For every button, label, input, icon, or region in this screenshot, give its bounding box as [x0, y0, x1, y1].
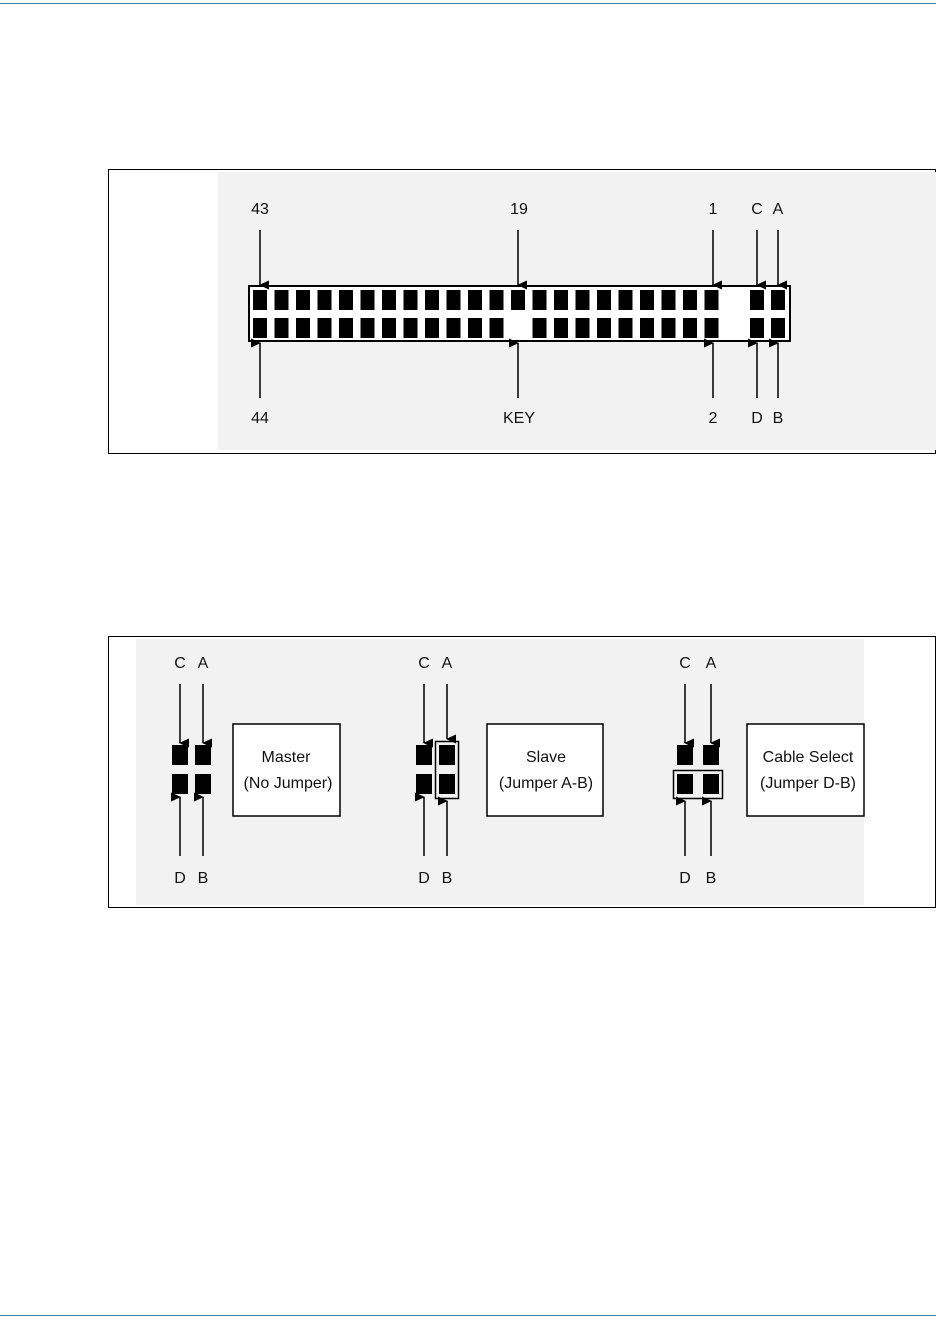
label-b: B: [197, 870, 209, 887]
connector-pin: [425, 290, 439, 310]
setting-box: [233, 724, 340, 816]
connector-pin: [361, 318, 375, 338]
connector-pin: [662, 318, 676, 338]
connector-pin: [253, 290, 267, 310]
connector-pin: [554, 290, 568, 310]
connector-pin: [296, 318, 310, 338]
label-pin-b: B: [772, 410, 784, 427]
label-pin44: 44: [251, 410, 269, 427]
connector-pin: [468, 290, 482, 310]
connector-pin: [533, 318, 547, 338]
connector-pin: [511, 290, 525, 310]
setting-jumper: (Jumper A-B): [498, 775, 594, 792]
label-pin-c: C: [751, 201, 763, 218]
setting-title: Cable Select: [762, 749, 854, 766]
connector-pin: [640, 318, 654, 338]
connector-pin: [382, 318, 396, 338]
connector-pin: [597, 290, 611, 310]
connector-pin: [404, 290, 418, 310]
label-pin2: 2: [708, 410, 718, 427]
pin-b: [439, 774, 455, 794]
jumper-setting-master: [172, 655, 340, 887]
setting-jumper: (Jumper D-B): [759, 775, 857, 792]
label-key: KEY: [502, 410, 536, 427]
connector-pin: [275, 318, 289, 338]
connector-pin: [447, 318, 461, 338]
connector-pin: [683, 318, 697, 338]
setting-title: Master: [261, 749, 311, 766]
label-pin19: 19: [510, 201, 528, 218]
jumper-pin: [750, 318, 764, 338]
connector-pin: [683, 290, 697, 310]
label-a: A: [197, 655, 209, 672]
pin-b: [703, 774, 719, 794]
connector-pin: [253, 318, 267, 338]
label-b: B: [441, 870, 453, 887]
pin-b: [195, 774, 211, 794]
pin-a: [439, 745, 455, 765]
connector-pin: [619, 290, 633, 310]
connector-pin: [490, 318, 504, 338]
connector-diagram: [249, 201, 790, 427]
label-c: C: [418, 655, 430, 672]
pin-d: [677, 774, 693, 794]
connector-pin: [490, 290, 504, 310]
connector-pin: [339, 290, 353, 310]
connector-pin: [382, 290, 396, 310]
connector-pin: [361, 290, 375, 310]
setting-box: [487, 724, 603, 816]
connector-pin: [640, 290, 654, 310]
connector-pin: [404, 318, 418, 338]
label-a: A: [441, 655, 453, 672]
pin-a: [195, 745, 211, 765]
jumper-setting-cable-select: [674, 655, 865, 887]
pin-c: [677, 745, 693, 765]
connector-pin: [533, 290, 547, 310]
setting-jumper: (No Jumper): [243, 775, 333, 792]
connector-pin: [576, 290, 590, 310]
pin-c: [172, 745, 188, 765]
connector-pin: [275, 290, 289, 310]
setting-box: [747, 724, 864, 816]
connector-pin: [554, 318, 568, 338]
jumper-pin: [771, 290, 785, 310]
label-c: C: [174, 655, 186, 672]
connector-pin: [619, 318, 633, 338]
connector-pin: [576, 318, 590, 338]
pin-c: [416, 745, 432, 765]
connector-pin: [597, 318, 611, 338]
label-pin1: 1: [708, 201, 718, 218]
label-a: A: [705, 655, 717, 672]
connector-pin: [296, 290, 310, 310]
connector-pin: [447, 290, 461, 310]
jumper-pin: [750, 290, 764, 310]
label-pin-a: A: [772, 201, 784, 218]
label-c: C: [679, 655, 691, 672]
jumper-setting-slave: [416, 655, 603, 887]
connector-pin: [339, 318, 353, 338]
connector-pin: [705, 290, 719, 310]
pin-d: [416, 774, 432, 794]
pin-a: [703, 745, 719, 765]
connector-pin: [705, 318, 719, 338]
label-d: D: [679, 870, 691, 887]
label-d: D: [418, 870, 430, 887]
pin-d: [172, 774, 188, 794]
label-d: D: [174, 870, 186, 887]
setting-title: Slave: [525, 749, 567, 766]
connector-pin: [425, 318, 439, 338]
label-pin-d: D: [751, 410, 763, 427]
connector-pin: [318, 318, 332, 338]
connector-pin: [662, 290, 676, 310]
connector-pin: [318, 290, 332, 310]
label-b: B: [705, 870, 717, 887]
jumper-pin: [771, 318, 785, 338]
label-pin43: 43: [251, 201, 269, 218]
connector-pin: [468, 318, 482, 338]
